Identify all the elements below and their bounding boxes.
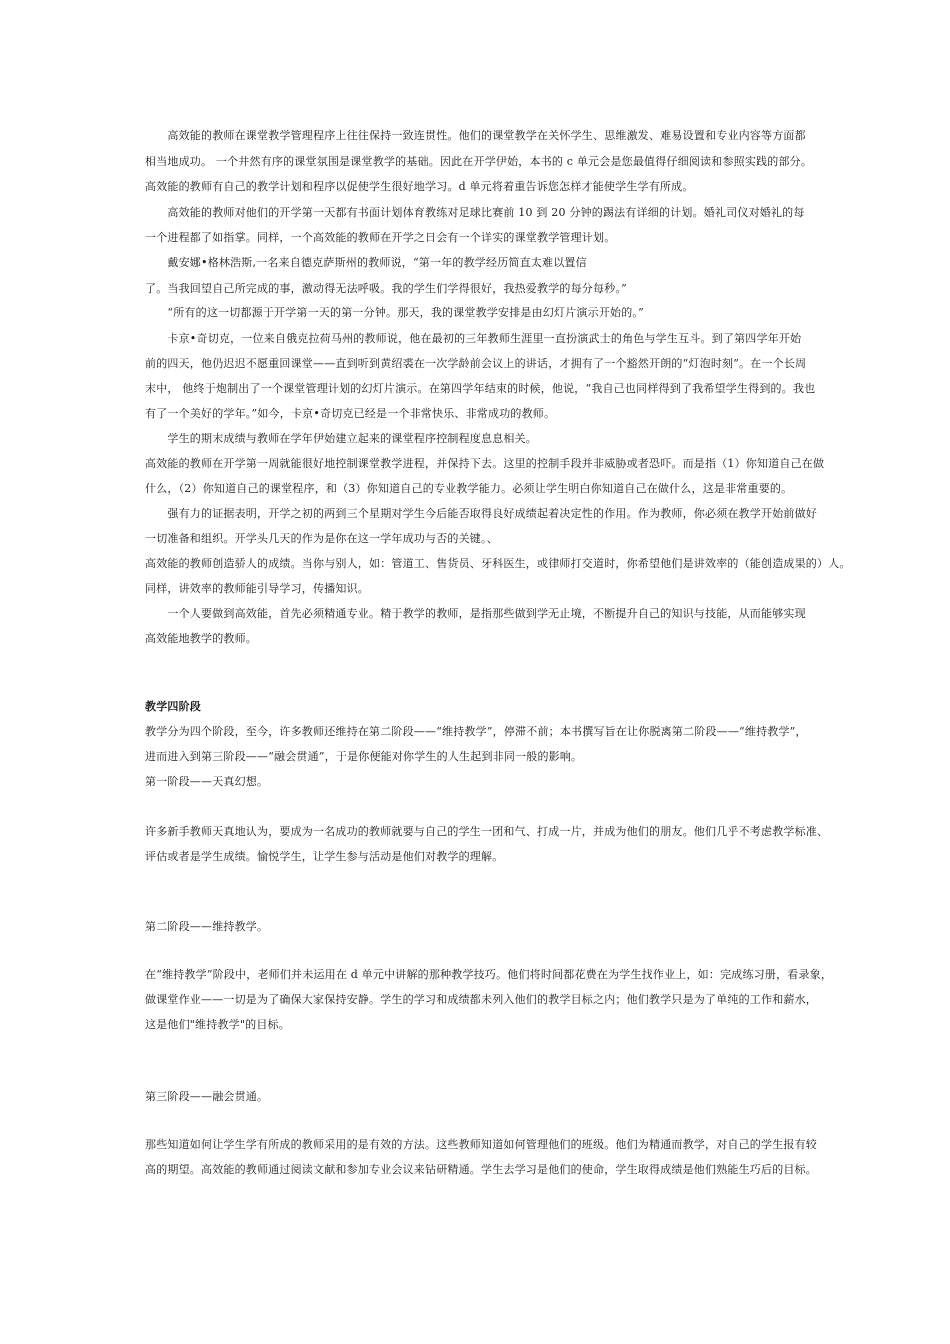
- section-heading: 教学四阶段: [145, 700, 201, 713]
- paragraph-line: “所有的这一切都源于开学第一天的第一分钟。那天，我的课堂教学安排是由幻灯片演示开始的。”: [145, 306, 644, 319]
- paragraph-line: 什么，（2）你知道自己的课堂程序，和（3）你知道自己的专业教学能力。必须让学生明白你知道自己在做什么，这是非常重要的。: [145, 482, 793, 495]
- paragraph-line: 高效能的教师对他们的开学第一天都有书面计划体育教练对足球比赛前 10 到 20 分钟的踢法有详细的计划。婚礼司仪对婚礼的每: [145, 206, 805, 219]
- stage-title: 第二阶段——维持教学。: [145, 920, 269, 933]
- paragraph-line: 卡京•奇切克，一位来自俄克拉荷马州的教师说，他在最初的三年教师生涯里一直扮演武士的角色与学生互斗。到了第四学年开始: [145, 332, 802, 345]
- paragraph-line: 高效能的教师创造骄人的成绩。当你与别人，如：管道工、售货员、牙科医生，或律师打交道时，你希望他们是讲效率的（能创造成果的）人。: [145, 557, 851, 570]
- stage-title: 第一阶段——天真幻想。: [145, 775, 269, 788]
- paragraph-line: 有了一个美好的学年。”如今，卡京•奇切克已经是一个非常快乐、非常成功的教师。: [145, 407, 556, 420]
- stage-title: 第三阶段——融会贯通。: [145, 1090, 269, 1103]
- paragraph-line: 一个进程都了如指掌。同样，一个高效能的教师在开学之日会有一个详实的课堂教学管理计划。: [145, 231, 616, 244]
- paragraph-line: 高效能地教学的教师。: [145, 632, 257, 645]
- paragraph-line: 一个人要做到高效能，首先必须精通专业。精于教学的教师，是指那些做到学无止境，不断提升自己的知识与技能，从而能够实现: [145, 607, 806, 620]
- paragraph-line: 一切准备和组织。开学头几天的作为是你在这一学年成功与否的关键。、: [145, 532, 498, 545]
- paragraph-line: 前的四天，他仍迟迟不愿重回课堂——直到听到黄绍裘在一次学龄前会议上的讲话，才拥有了一个豁然开朗的“灯泡时刻”。在一个长周: [145, 357, 807, 370]
- paragraph-line: 戴安娜•格林浩斯,一名来自德克萨斯州的教师说，“第一年的教学经历简直太难以置信: [145, 256, 587, 269]
- paragraph-line: 高效能的教师在开学第一周就能很好地控制课堂教学进程，并保持下去。这里的控制手段并非威胁或者恐吓。而是指（1）你知道自己在做: [145, 457, 825, 470]
- paragraph-line: 许多新手教师天真地认为，要成为一名成功的教师就要与自己的学生一团和气、打成一片，并成为他们的朋友。他们几乎不考虑教学标准、: [145, 825, 829, 838]
- paragraph-line: 学生的期末成绩与教师在学年伊始建立起来的课堂程序控制程度息息相关。: [145, 432, 537, 445]
- paragraph-line: 同样，讲效率的教师能引导学习，传播知识。: [145, 582, 369, 595]
- paragraph-line: 做课堂作业——一切是为了确保大家保持安静。学生的学习和成绩都未列入他们的教学目标之内；他们教学只是为了单纯的工作和薪水，: [145, 993, 817, 1006]
- paragraph-line: 那些知道如何让学生学有所成的教师采用的是有效的方法。这些教师知道如何管理他们的班级。他们为精通而教学，对自己的学生报有较: [145, 1138, 817, 1151]
- paragraph-line: 高的期望。高效能的教师通过阅读文献和参加专业会议来钻研精通。学生去学习是他们的使命，学生取得成绩是他们熟能生巧后的目标。: [145, 1163, 817, 1176]
- paragraph-line: 高效能的教师在课堂教学管理程序上往往保持一致连贯性。他们的课堂教学在关怀学生、思维激发、难易设置和专业内容等方面都: [145, 129, 806, 142]
- paragraph-line: 评估或者是学生成绩。愉悦学生，让学生参与活动是他们对教学的理解。: [145, 850, 504, 863]
- paragraph-line: 强有力的证据表明，开学之初的两到三个星期对学生今后能否取得良好成绩起着决定性的作用。作为教师，你必须在教学开始前做好: [145, 507, 817, 520]
- paragraph-line: 相当地成功。 一个井然有序的课堂氛围是课堂教学的基础。因此在开学伊始，本书的 c 单元会是您最值得仔细阅读和参照实践的部分。: [145, 155, 813, 168]
- paragraph-line: 高效能的教师有自己的教学计划和程序以促使学生很好地学习。d 单元将着重告诉您怎样才能使学生学有所成。: [145, 180, 694, 193]
- paragraph-line: 教学分为四个阶段，至今，许多教师还维持在第二阶段——“维持教学”，停滞不前；本书撰写旨在让你脱离第二阶段——“维持教学”，: [145, 725, 807, 738]
- paragraph-line: 末中， 他终于炮制出了一个课堂管理计划的幻灯片演示。在第四学年结束的时候，他说，“我自己也同样得到了我希望学生得到的。我也: [145, 382, 816, 395]
- paragraph-line: 在“维持教学”阶段中，老师们并未运用在 d 单元中讲解的那种教学技巧。他们将时间都花费在为学生找作业上，如：完成练习册，看录象，: [145, 968, 833, 981]
- paragraph-line: 了。当我回望自己所完成的事，激动得无法呼吸。我的学生们学得很好，我热爱教学的每分每秒。”: [145, 282, 627, 295]
- paragraph-line: 这是他们"维持教学"的目标。: [145, 1018, 290, 1031]
- paragraph-line: 进而进入到第三阶段——“融会贯通”，于是你便能对你学生的人生起到非同一般的影响。: [145, 750, 583, 763]
